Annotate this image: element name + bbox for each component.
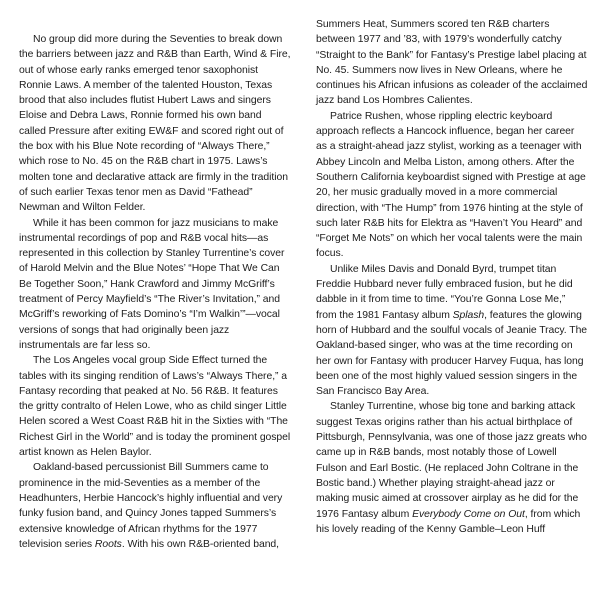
album-title-everybody-come-on-out: Everybody Come on Out xyxy=(412,508,525,520)
text-run: . With his own R&B-oriented band, xyxy=(121,538,280,550)
paragraph-bill-summers xyxy=(19,460,291,552)
paragraph-summers-heat: Summers Heat, Summers scored ten R&B charters between 1977 and ’83, with 1979’s wonderfully catchy “Straight to the Bank” for Fantasy’s Prestige label placing at No. 45. Summers now lives in New Orleans, where he continues his African infusions as coleader of the acclaimed jazz band Los Hombres Calientes. xyxy=(316,19,588,107)
album-title-splash: Splash xyxy=(452,309,485,321)
text-run: Oakland-based percussionist Bill Summers came to prominence in the mid-Seventies as a member of the Headhunters, Herbie Hancock’s highly influential and very funky fusion band, and Quincy Jones tapped Summers’s extensive knowledge of African rhythms for the 1977 television series xyxy=(19,462,283,550)
paragraph-earth-wind-fire: No group did more during the Seventies to break down the barriers between jazz and R&B than Earth, Wind & Fire, out of whose early ranks emerged tenor saxophonist Ronnie Laws. A member of the talented Houston, Texas brood that also includes flutist Hubert Laws and singers Eloise and Debra Laws, Ronnie formed his own band called Pressure after exiting EW&F and scored right out of the box with his Blue Note recording of “Always There,” which rose to No. 45 on the R&B chart in 1975. Laws’s molten tone and declarative attack are firmly in the tradition of such earlier Texas tenor men as David “Fathead” Newman and Wilton Felder. xyxy=(19,34,291,214)
paragraph-freddie-hubbard xyxy=(316,262,588,400)
text-run: , features the glowing horn of Hubbard and the soulful vocals of Jeanie Tracy. The Oakland-based singer, who was at the time recording on her own for Fantasy with producer Harvey Fuqua, has long been one of the most highly valued session singers in the San Francisco Bay Area. xyxy=(316,309,588,398)
text-run: , from which his lovely reading of the Kenny Gamble–Leon Huff xyxy=(316,508,581,535)
paragraph-side-effect: The Los Angeles vocal group Side Effect turned the tables with its singing rendition of Laws’s “Always There,” a Fantasy recording that peaked at No. 56 R&B. It features the gritty contralto of Helen Lowe, who as child singer Little Helen scored a West Coast R&B hit in the Sixties with “The Richest Girl in the World” and is today the prominent gospel artist known as Helen Baylor. xyxy=(19,355,291,459)
right-column xyxy=(316,17,588,537)
paragraph-instrumental-covers: While it has been common for jazz musicians to make instrumental recordings of pop and R&B vocal hits—as represented in this collection by Stanley Turrentine’s cover of Harold Melvin and the Blue Notes’ “Hope That We Can Be Together Soon,” Hank Crawford and Jimmy McGriff’s treatment of Percy Mayfield’s “The River’s Invitation,” and McGriff’s reworking of Fats Domino’s “I’m Walkin’”—vocal versions of songs that had originally been jazz instrumentals are far less so. xyxy=(19,217,285,351)
text-run: Unlike Miles Davis and Donald Byrd, trumpet titan Freddie Hubbard never fully embraced fusion, but he did dabble in it from time to time. “You’re Gonna Lose Me,” from the 1981 Fantasy album xyxy=(316,263,573,321)
text-run: Stanley Turrentine, whose big tone and barking attack suggest Texas origins rather than his actual birthplace of Pittsburgh, Pennsylvania, was one of those jazz greats who came up in R&B bands, most notably those of Lowell Fulson and Earl Bostic. (He replaced John Coltrane in the Bostic band.) Whether playing straight-ahead jazz or making music aimed at crossover airplay as he did for the 1976 Fantasy album xyxy=(316,401,587,520)
album-title-roots: Roots xyxy=(94,538,122,550)
left-column xyxy=(19,32,291,552)
paragraph-patrice-rushen: Patrice Rushen, whose rippling electric keyboard approach reflects a Hancock influence, began her career as a straight-ahead jazz stylist, working as a teenager with Abbey Lincoln and Melba Liston, among others. After the Southern California keyboardist signed with Prestige at age 20, her music gradually moved in a more commercial direction, with “The Hump” from 1976 hinting at the style of such later R&B hits for Elektra as “Haven’t You Heard” and “Forget Me Nots” on which her vocal talents were the main focus. xyxy=(316,110,586,260)
paragraph-stanley-turrentine xyxy=(316,399,588,537)
